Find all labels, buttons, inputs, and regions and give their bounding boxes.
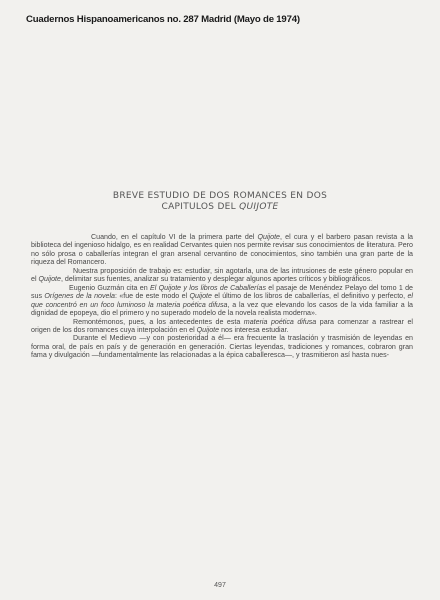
paragraph-2-italic-b: Quijote [38, 275, 61, 284]
paragraph-3 [31, 284, 413, 318]
paragraph-3-text-g: el último de los libros de caballerías, el definitivo y perfecto, [211, 292, 408, 301]
title-book-name: QUIJOTE [239, 202, 279, 212]
title-line-2 [80, 202, 360, 213]
paragraph-1-italic-b: Quijote [257, 233, 280, 241]
paragraph-3-text-a: Eugenio Guzmán cita en [69, 283, 151, 292]
paragraph-5-text-a: Durante el Medievo —y con posterioridad a él— era frecuente la traslación y trasmisión de leyendas en forma oral, de país en país y de generación en generación. Ciertas leyendas, tradiciones y romances, cobraron gran fama y divulgación —fundamentalmente las relacionadas a la épica caballeresca—, y trasmitieron así hasta nues- [31, 334, 413, 360]
paragraph-1-text-c: , el cura y el barbero pasan revista a la biblioteca del ingenioso hidalgo, es en realidad Cervantes quien nos permite revisar sus conocimientos de literatura. Pero no sólo prosa o caballerías integran el gran arsenal cervantino de conocimientos, sino también una gran parte de la riqueza del Romancero. [31, 233, 413, 267]
paragraph-5 [31, 334, 413, 359]
article-body [31, 233, 413, 360]
journal-citation-stamp: Cuadernos Hispanoamericanos no. 287 Madrid (Mayo de 1974) [26, 14, 300, 25]
paragraph-3-text-c: el pasaje de Menéndez Pelayo del tomo 1 de sus [31, 283, 413, 301]
title-line-2-prefix: CAPITULOS DEL [161, 202, 240, 212]
paragraph-3-italic-h: el que concentró en un foco luminoso la materia poética difusa [31, 292, 413, 309]
paragraph-2-text-c: , delimitar sus fuentes, analizar su tratamiento y desplegar algunos aportes críticos y bibliográficos. [60, 275, 373, 284]
paragraph-2-text-a: Nuestra proposición de trabajo es: estudiar, sin agotarla, una de las intrusiones de este género popular en el [31, 266, 413, 284]
title-line-1: BREVE ESTUDIO DE DOS ROMANCES EN DOS [112, 191, 328, 201]
paragraph-4-text-e: nos interesa estudiar. [219, 325, 289, 334]
article-title [80, 191, 360, 213]
paragraph-1 [31, 233, 413, 267]
paragraph-4-text-a: Remontémonos, pues, a los antecedentes de esta [73, 317, 244, 326]
page-number: 497 [214, 582, 226, 589]
paragraph-3-italic-f: Quijote [189, 292, 212, 301]
paragraph-3-text-e: : «fue de este modo el [114, 292, 190, 301]
paragraph-3-text-i: , a la vez que elevando los casos de la vida familiar a la dignidad de epopeya, dio el primero y no superado modelo de la novela realista moderna». [31, 300, 413, 318]
paragraph-4-text-c: para comenzar a rastrear el origen de los dos romances cuya interpolación en el [31, 317, 414, 334]
paragraph-4 [31, 318, 413, 335]
paragraph-3-italic-b: El Quijote y los libros de Caballerías [150, 283, 266, 292]
paragraph-4-italic-d: Quijote [196, 325, 220, 334]
paragraph-4-italic-b: materia poética difusa [243, 317, 317, 326]
paragraph-3-italic-d: Orígenes de la novela [44, 292, 115, 301]
paragraph-2 [31, 267, 413, 284]
paragraph-1-text-a: Cuando, en el capítulo VI de la primera parte del [91, 233, 258, 241]
